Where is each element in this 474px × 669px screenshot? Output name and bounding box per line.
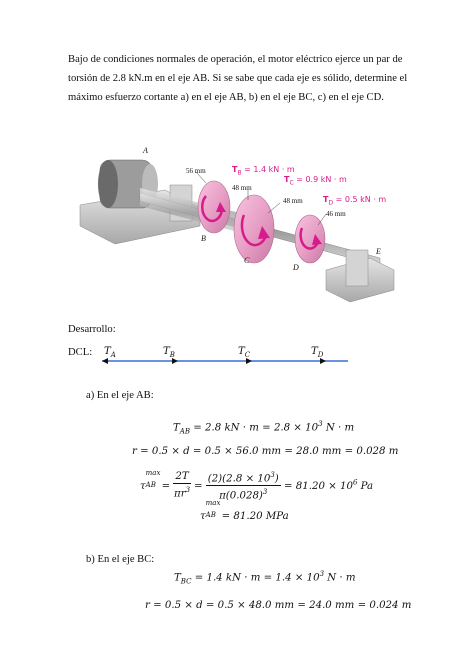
problem-statement: Bajo de condiciones normales de operación, el motor eléctrico ejerce un par de torsión de 2.8 kN.m en el eje AB. Si se sabe que cada eje es sólido, determine el máximo esfuerzo cortante a) en el eje AB, b) en el eje BC, c) en el eje CD. — [68, 54, 408, 103]
part-b-eq1-rhs: = 1.4 kN · m = 1.4 × 10 — [194, 572, 320, 584]
part-b-heading: b) En el eje BC: — [86, 554, 155, 565]
dcl-TC: $T_C$ — [238, 346, 251, 360]
part-a-eq4-result: = 81.20 MPa — [221, 511, 289, 522]
label-B: B — [201, 234, 206, 243]
dim-56: 56 mm — [186, 167, 206, 175]
part-a-eq3-result: = 81.20 × 10 — [284, 480, 353, 492]
label-C: C — [244, 256, 250, 265]
dim-48b: 48 mm — [283, 197, 303, 205]
part-a-frac1-den: πr — [174, 488, 186, 500]
label-A: A — [143, 146, 148, 155]
part-a-frac2-den: π(0.028) — [219, 490, 263, 502]
dcl-TB: $T_B$ — [163, 346, 175, 360]
dcl-TA-sub: A — [110, 351, 116, 360]
dim-46: 46 mm — [326, 210, 346, 218]
part-a-eq1-tail: N · m — [322, 422, 355, 434]
label-D: D — [293, 263, 299, 272]
torque-TB: $T_B = 1.4$ kN · m — [232, 165, 295, 177]
part-a-heading: a) En el eje AB: — [86, 390, 154, 401]
dim-48a: 48 mm — [232, 184, 252, 192]
torque-TD: $T_D = 0.5$ kN · m — [323, 195, 387, 207]
part-a-eq3: τ max AB = $\frac{2T}{\pi r^3}$ = $\frac{(2)(2.8 \times 10^3)}{\pi(0.028)^3}$ = $81.20 \times 10^6$ Pa — [140, 468, 374, 502]
dcl-TD-sub: D — [317, 351, 324, 360]
dcl-label: DCL: — [68, 347, 93, 358]
part-a-eq1-rhs: = 2.8 kN · m = 2.8 × 10 — [193, 422, 319, 434]
part-b-eq1: $T_{BC} = 1.4$ kN · $m = 1.4 \times 10^3$ N · m — [174, 570, 356, 586]
dcl-TD: $T_D$ — [311, 346, 324, 360]
part-a-eq3-unit: Pa — [357, 480, 374, 492]
part-b-eq2: r = 0.5 × d = 0.5 × 48.0 mm = 24.0 mm = 0.024 m — [145, 600, 412, 611]
torque-TC-value: = 0.9 kN · m — [296, 175, 347, 184]
torque-TB-value: = 1.4 kN · m — [244, 165, 295, 174]
label-E: E — [376, 247, 381, 256]
part-a-eq4: τ max AB = 81.20 MPa — [200, 499, 289, 522]
dcl-TA: $T_A$ — [104, 346, 116, 360]
desarrollo-heading: Desarrollo: — [68, 324, 116, 335]
dcl-TC-sub: C — [244, 351, 251, 360]
torque-TD-value: = 0.5 kN · m — [335, 195, 387, 204]
part-a-eq2: r = 0.5 × d = 0.5 × 56.0 mm = 28.0 mm = 0.028 m — [132, 446, 399, 457]
part-a-eq1: $T_{AB} = 2.8$ kN · $m = 2.8 \times 10^3$ N · m — [173, 420, 355, 436]
dcl-TB-sub: B — [169, 351, 175, 360]
part-b-eq1-tail: N · m — [324, 572, 356, 584]
part-a-frac2-num: (2)(2.8 × 10 — [207, 473, 271, 485]
torque-TC: $T_C = 0.9$ kN · m — [284, 175, 347, 187]
part-a-frac1-num: 2T — [175, 471, 189, 483]
